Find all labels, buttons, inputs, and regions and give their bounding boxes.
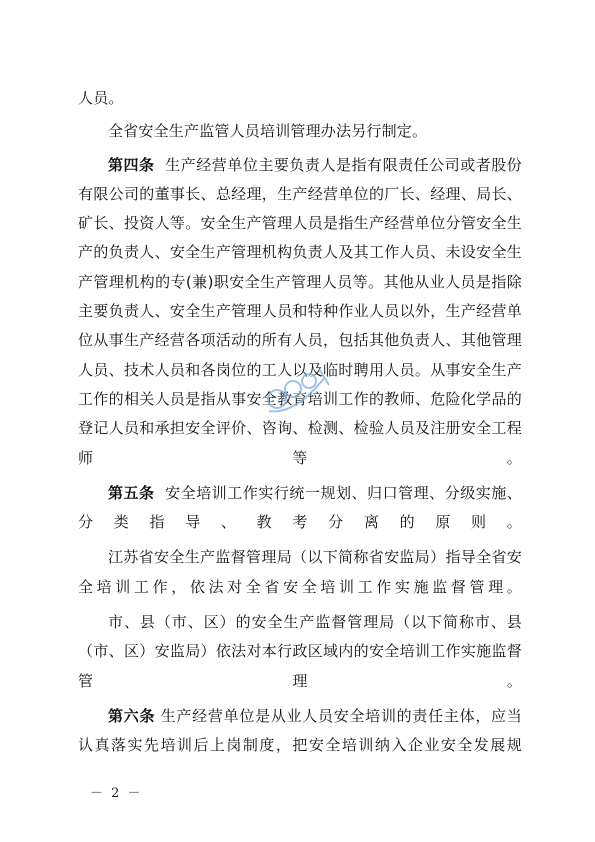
page-number: － 2 － [90, 786, 143, 801]
paragraph-text: 江苏省安全生产监督管理局（以下简称省安监局）指导全省安全培训工作，依法对全省安全培训工作实施监督管理。 [78, 548, 522, 596]
paragraph-continuation [78, 84, 522, 113]
paragraph-text: 市、县（市、区）的安全生产监督管理局（以下简称市、县（市、区）安监局）依法对本行政区域内的安全培训工作实施监督管理。 [78, 613, 522, 690]
paragraph-training-measures [78, 117, 522, 146]
article-5 [78, 479, 522, 538]
article-text: 生产经营单位主要负责人是指有限责任公司或者股份有限公司的董事长、总经理，生产经营单位的厂长、经理、局长、矿长、投资人等。安全生产管理人员是指生产经营单位分管安全生产的负责人、安全生产管理机构负责人及其工作人员、未设安全生产管理机构的专(兼)职安全生产管理人员等。其他从业人员是指除主要负责人、安全生产管理人员和特种作业人员以外，生产经营单位从事生产经营各项活动的所有人员，包括其他负责人、其他管理人员、技术人员和各岗位的工人以及临时聘用人员。从事安全生产工作的相关人员是指从事安全教育培训工作的教师、危险化学品的登记人员和承担安全评价、咨询、检测、检验人员及注册安全工程师等。 [78, 155, 522, 467]
article-4 [78, 151, 522, 473]
article-text: 生产经营单位是从业人员安全培训的责任主体，应当认真落实先培训后上岗制度，把安全培训纳入企业安全发展规 [78, 706, 522, 755]
document-body [78, 84, 522, 761]
article-heading: 第五条 [108, 483, 155, 502]
paragraph-text: 全省安全生产监管人员培训管理办法另行制定。 [108, 122, 428, 141]
article-text: 安全培训工作实行统一规划、归口管理、分级实施、分类指导、教考分离的原则。 [78, 483, 522, 532]
paragraph-city-county-bureau [78, 608, 522, 696]
article-heading: 第四条 [108, 155, 155, 174]
article-6 [78, 702, 522, 761]
paragraph-provincial-bureau [78, 543, 522, 602]
article-heading: 第六条 [108, 706, 156, 725]
paragraph-text: 人员。 [78, 89, 124, 107]
